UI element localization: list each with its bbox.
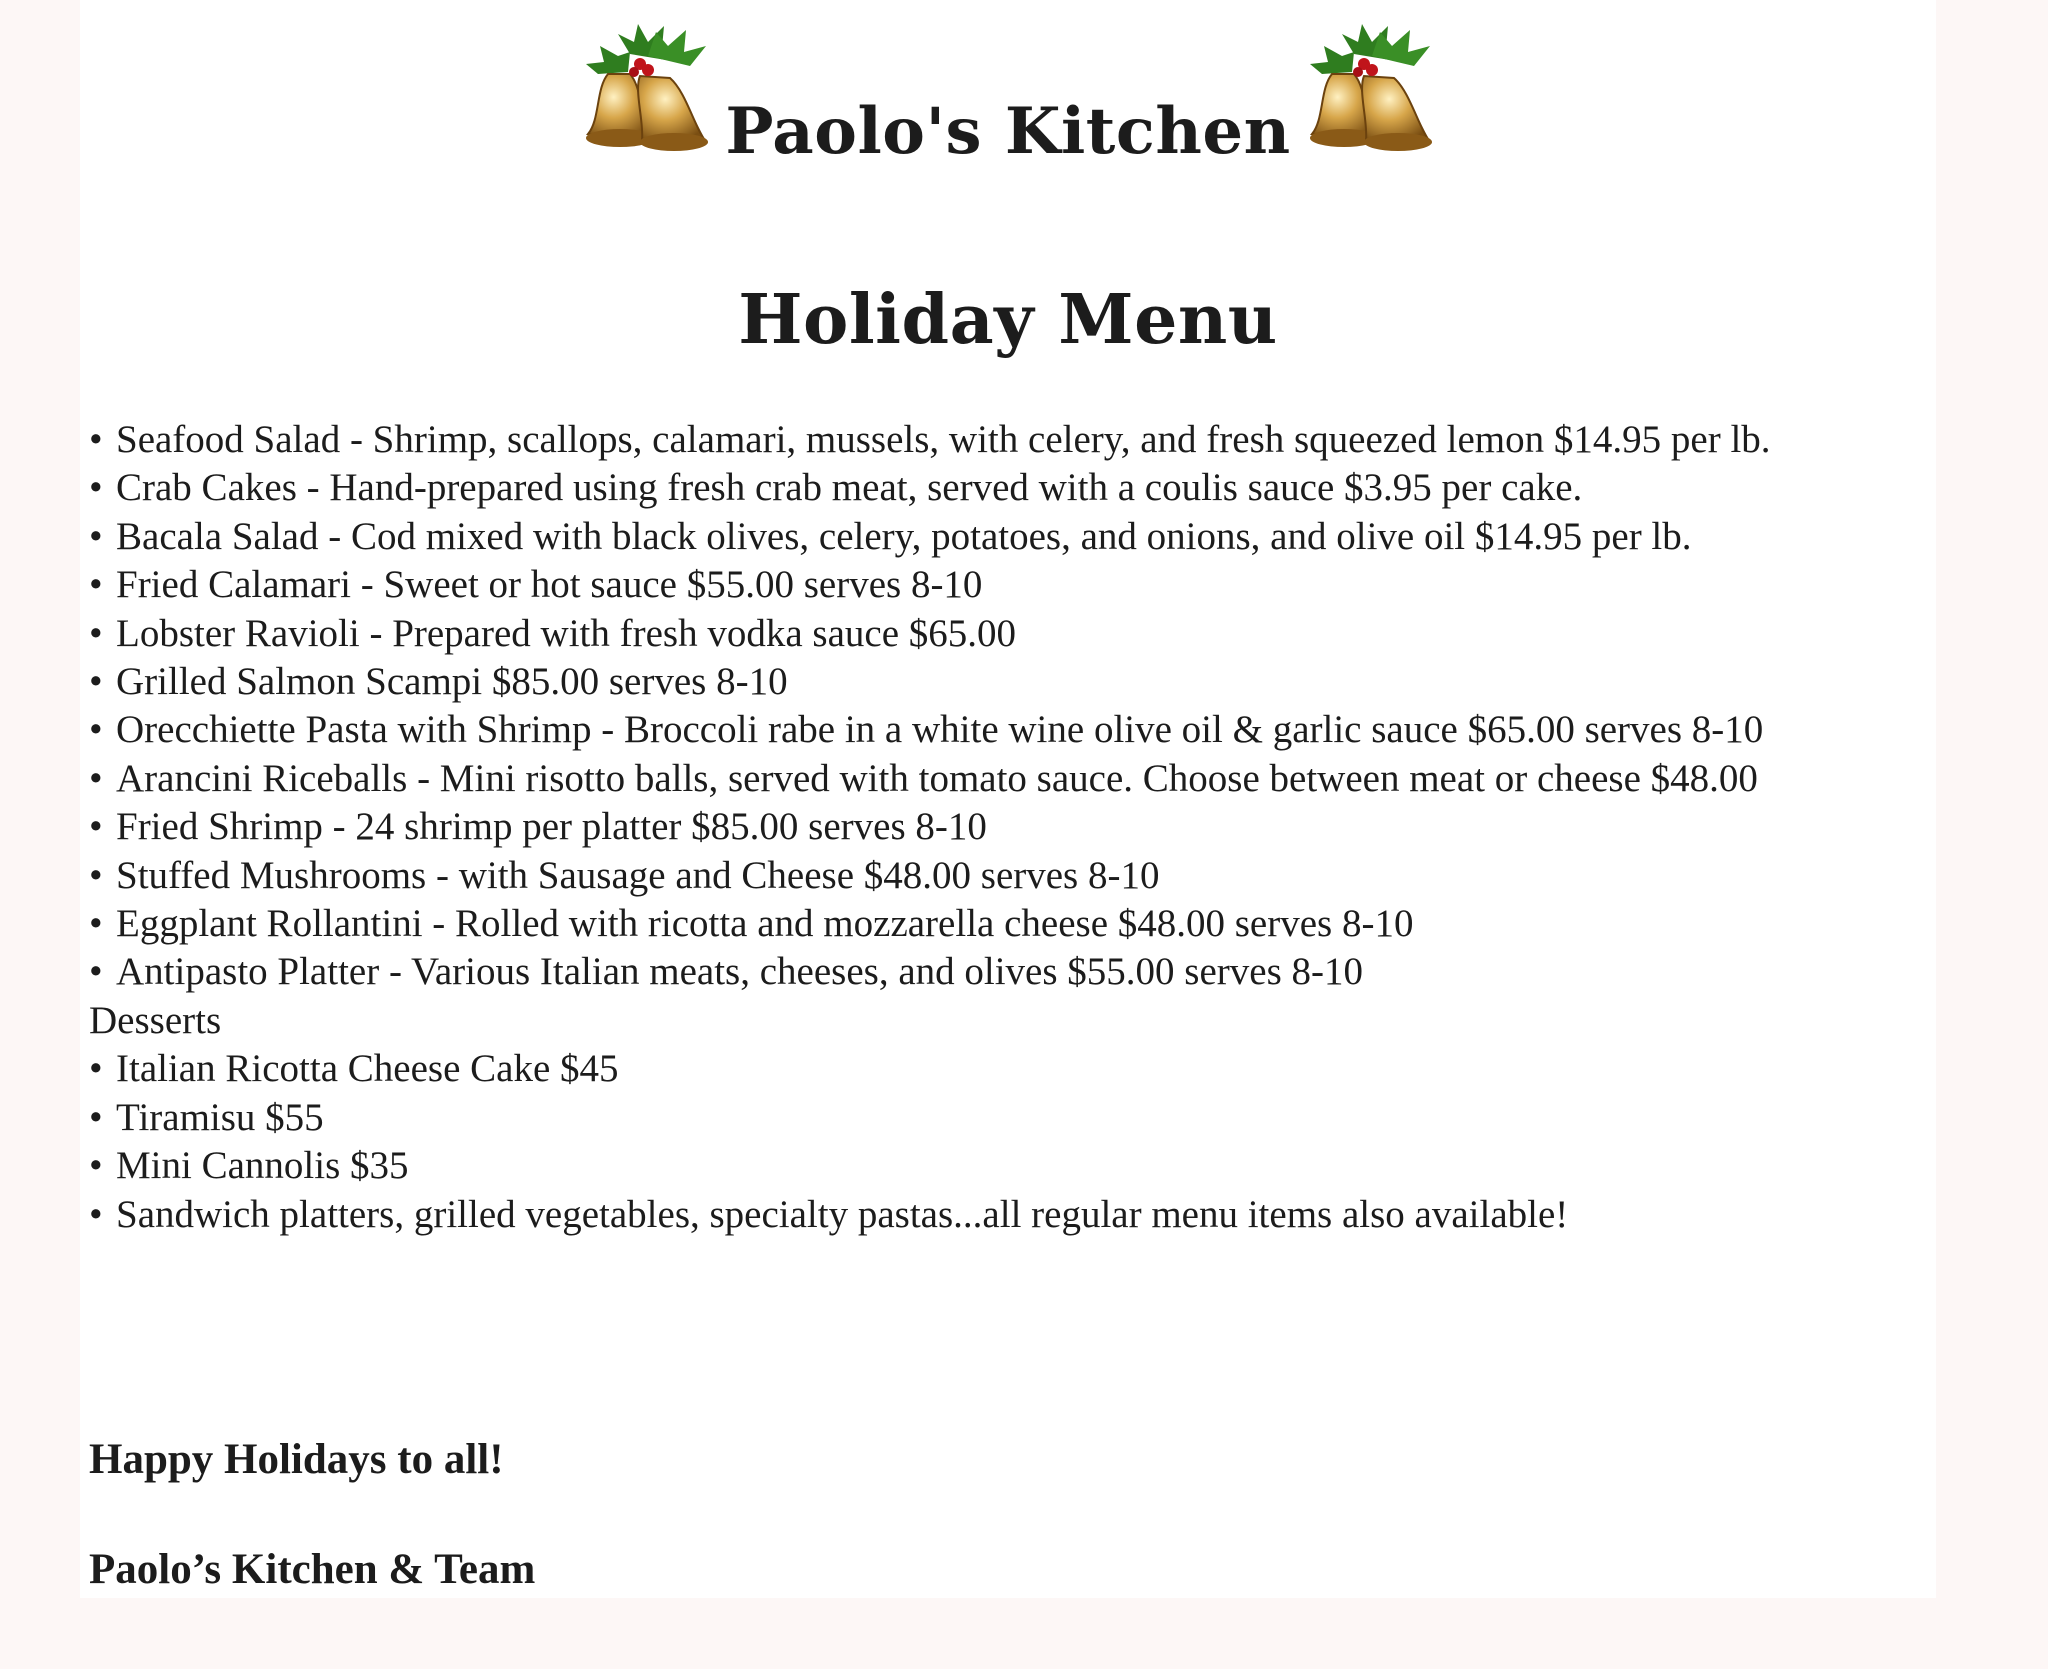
menu-item-text: Italian Ricotta Cheese Cake $45 bbox=[116, 1047, 619, 1091]
menu-item-text: Seafood Salad - Shrimp, scallops, calamari, mussels, with celery, and fresh squeezed lemon $14.95 per lb. bbox=[116, 418, 1771, 461]
bullet-icon: • bbox=[89, 466, 103, 510]
bullet-icon: • bbox=[89, 418, 103, 461]
holiday-bells-icon bbox=[1302, 16, 1452, 156]
menu-item bbox=[89, 948, 1919, 996]
menu-item-text: Eggplant Rollantini - Rolled with ricotta and mozzarella cheese $48.00 serves 8-10 bbox=[116, 902, 1414, 946]
menu-heading: Holiday Menu bbox=[738, 280, 1278, 360]
menu-item bbox=[89, 900, 1919, 948]
section-heading-text: Desserts bbox=[89, 998, 222, 1042]
menu-item-text: Antipasto Platter - Various Italian meats, cheeses, and olives $55.00 serves 8-10 bbox=[116, 950, 1363, 994]
menu-item-text: Bacala Salad - Cod mixed with black olives, celery, potatoes, and onions, and olive oil $14.95 per lb. bbox=[116, 514, 1692, 558]
bullet-icon: • bbox=[89, 514, 103, 558]
menu-item bbox=[89, 513, 1919, 561]
menu-item-text: Tiramisu $55 bbox=[116, 1095, 324, 1139]
bullet-icon: • bbox=[89, 1095, 103, 1139]
menu-item bbox=[89, 706, 1919, 754]
menu-item bbox=[89, 416, 1919, 464]
menu-header bbox=[80, 0, 1936, 190]
menu-item bbox=[89, 658, 1919, 706]
bullet-icon: • bbox=[89, 660, 103, 704]
menu-item-text: Fried Calamari - Sweet or hot sauce $55.00 serves 8-10 bbox=[116, 563, 983, 607]
menu-item bbox=[89, 610, 1919, 658]
menu-item bbox=[89, 803, 1919, 851]
bullet-icon: • bbox=[89, 853, 103, 897]
menu-item bbox=[89, 1045, 1919, 1093]
menu-item-text: Sandwich platters, grilled vegetables, specialty pastas...all regular menu items also available! bbox=[116, 1192, 1569, 1236]
menu-item-text: Arancini Riceballs - Mini risotto balls, served with tomato sauce. Choose between meat or cheese $48.00 bbox=[116, 756, 1758, 800]
menu-sheet bbox=[80, 0, 1936, 1598]
bullet-icon: • bbox=[89, 611, 103, 655]
bullet-icon: • bbox=[89, 1144, 103, 1188]
menu-list bbox=[89, 416, 1919, 1239]
bullet-icon: • bbox=[89, 805, 103, 849]
bullet-icon: • bbox=[89, 1192, 103, 1236]
closing-greeting: Happy Holidays to all! bbox=[89, 1436, 504, 1483]
menu-item bbox=[89, 1191, 1919, 1239]
menu-item-text: Crab Cakes - Hand-prepared using fresh crab meat, served with a coulis sauce $3.95 per cake. bbox=[116, 466, 1583, 510]
menu-item-text: Fried Shrimp - 24 shrimp per platter $85.00 serves 8-10 bbox=[116, 805, 987, 849]
menu-item bbox=[89, 464, 1919, 512]
menu-item-text: Orecchiette Pasta with Shrimp - Broccoli rabe in a white wine olive oil & garlic sauce $65.00 serves 8-10 bbox=[116, 708, 1764, 752]
menu-item bbox=[89, 852, 1919, 900]
menu-item-text: Mini Cannolis $35 bbox=[116, 1144, 409, 1188]
bullet-icon: • bbox=[89, 902, 103, 946]
page-title: Paolo's Kitchen bbox=[725, 94, 1291, 169]
menu-item bbox=[89, 1094, 1919, 1142]
menu-item bbox=[89, 561, 1919, 609]
menu-item bbox=[89, 1142, 1919, 1190]
section-heading bbox=[89, 997, 1919, 1045]
bullet-icon: • bbox=[89, 1047, 103, 1091]
menu-item-text: Stuffed Mushrooms - with Sausage and Cheese $48.00 serves 8-10 bbox=[116, 853, 1160, 897]
bullet-icon: • bbox=[89, 756, 103, 800]
bullet-icon: • bbox=[89, 708, 103, 752]
closing-signature: Paolo’s Kitchen & Team bbox=[89, 1546, 536, 1593]
menu-item-text: Lobster Ravioli - Prepared with fresh vodka sauce $65.00 bbox=[116, 611, 1017, 655]
bullet-icon: • bbox=[89, 950, 103, 994]
menu-item-text: Grilled Salmon Scampi $85.00 serves 8-10 bbox=[116, 660, 788, 704]
bullet-icon: • bbox=[89, 563, 103, 607]
menu-item bbox=[89, 755, 1919, 803]
